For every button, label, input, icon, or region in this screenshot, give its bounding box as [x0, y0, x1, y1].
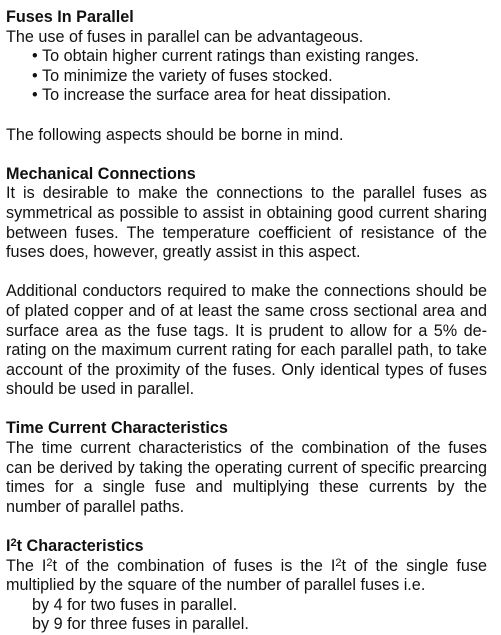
- list-item: • To increase the surface area for heat dissipation.: [32, 86, 487, 106]
- list-item: • To obtain higher current ratings than existing ranges.: [32, 47, 487, 67]
- list-item: • To minimize the variety of fuses stocked.: [32, 67, 487, 87]
- spacer: [6, 263, 487, 283]
- paragraph: Additional conductors required to make the connections should be of plated copper and of at least the same cross sectional area and surface area as the fuse tags. It is prudent to allow for a 5% de-rating on the maximum current rating for each parallel path, to take account of the proximity of the fuses. Only identical types of fuses should be used in parallel.: [6, 282, 487, 399]
- advantages-list: [6, 47, 487, 106]
- text-fragment: t of the single fuse multiplied by the square of the number of parallel fuses i.e.: [6, 556, 487, 595]
- spacer: [6, 517, 487, 537]
- section-heading-i2t: [6, 537, 487, 557]
- section-heading-time-current: Time Current Characteristics: [6, 419, 228, 438]
- text-fragment: t of the combination of fuses is the I: [52, 556, 336, 575]
- spacer: [6, 400, 487, 420]
- note-text: The following aspects should be borne in mind.: [6, 125, 344, 144]
- section-heading-mechanical-connections: Mechanical Connections: [6, 164, 196, 183]
- superscript: 2: [46, 556, 53, 569]
- superscript: 2: [10, 537, 17, 550]
- heading-text: I: [6, 537, 11, 556]
- list-item: by 9 for three fuses in parallel.: [32, 615, 249, 634]
- paragraph: It is desirable to make the connections to the parallel fuses as symmetrical as possible to assist in obtaining good current sharing between fuses. The temperature coefficient of resistance of the fuses does, however, greatly assist in this aspect.: [6, 184, 487, 262]
- section-heading-fuses-in-parallel: Fuses In Parallel: [6, 8, 134, 26]
- text-fragment: The I: [6, 556, 47, 575]
- spacer: [6, 145, 487, 165]
- heading-text: t Characteristics: [16, 537, 144, 556]
- list-item: by 4 for two fuses in parallel.: [32, 595, 238, 614]
- spacer: [6, 106, 487, 126]
- superscript: 2: [335, 556, 342, 569]
- paragraph: The time current characteristics of the combination of the fuses can be derived by taking the operating current of specific prearcing times for a single fuse and multiplying these currents by the number of parallel paths.: [6, 439, 487, 516]
- paragraph: [6, 557, 487, 596]
- intro-text: The use of fuses in parallel can be advantageous.: [6, 27, 364, 46]
